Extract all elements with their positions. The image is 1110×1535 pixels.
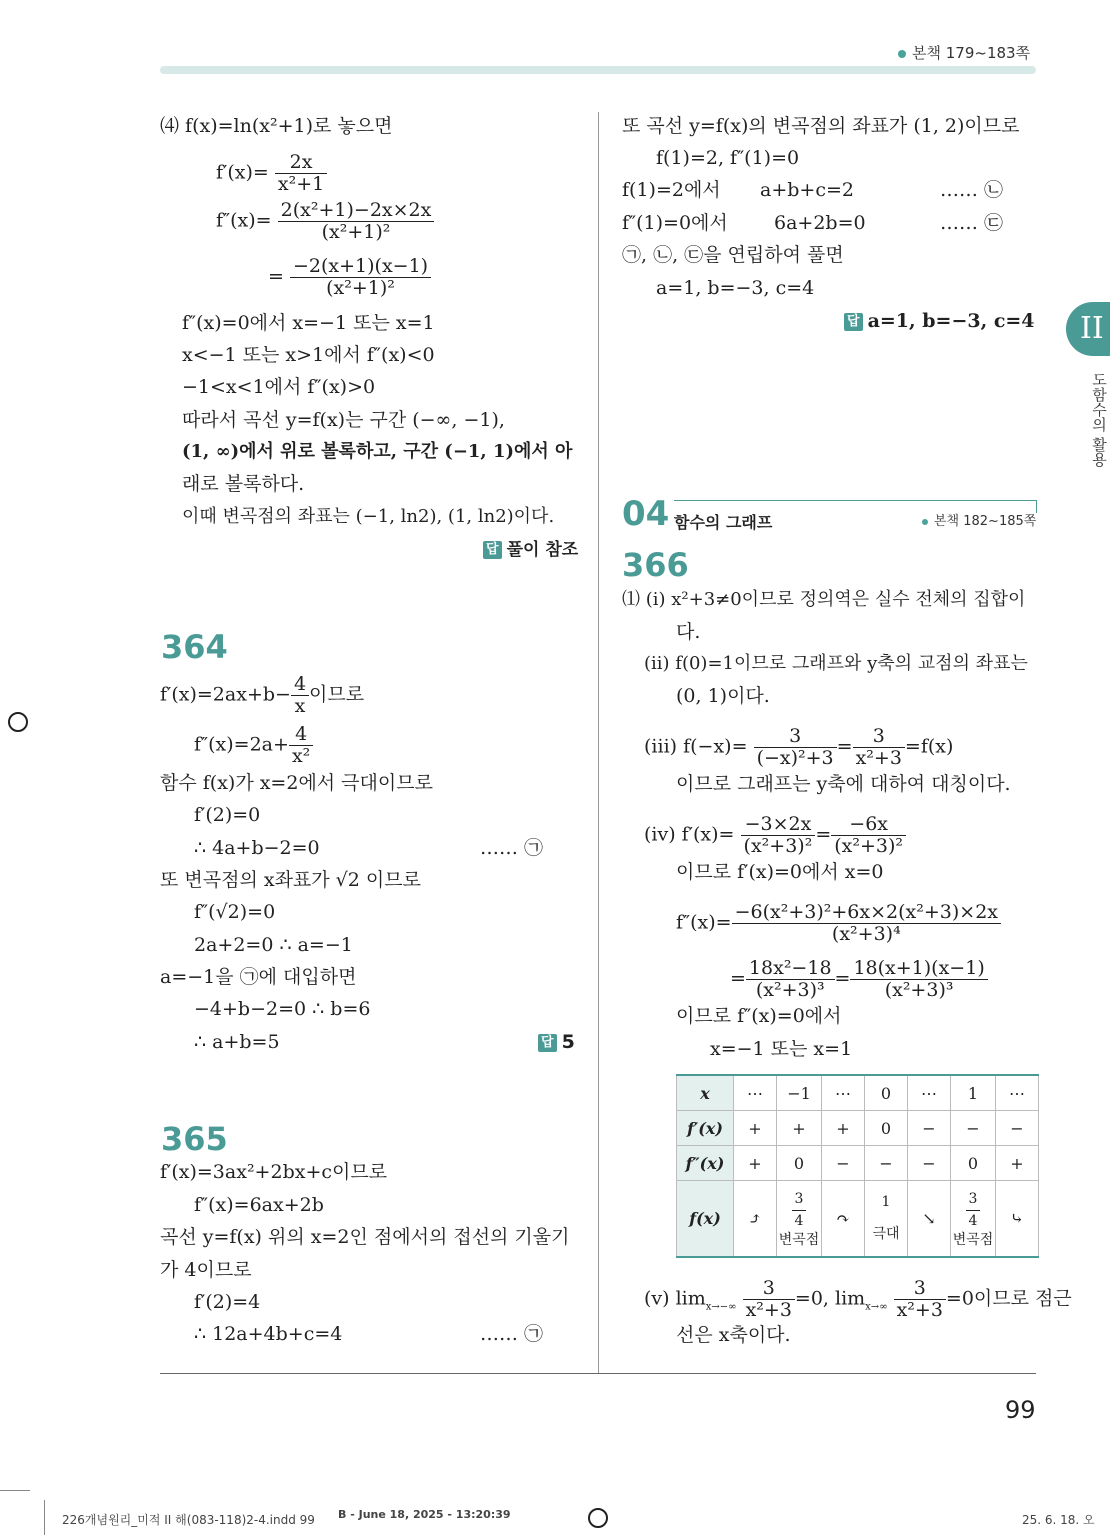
right-mark-2: …… ㉡: [940, 179, 1004, 201]
p366-iii: (iii) f(−x)= $\frac{3}{\text{(−x)²+3}}$ = $\frac{3}{\text{x²+3}}$ =f(x): [644, 725, 954, 769]
left-line-11: 이때 변곡점의 좌표는 (−1, ln2), (1, ln2)이다.: [182, 506, 555, 527]
registration-mark-icon: [588, 1508, 608, 1528]
curve-down-icon: ↘: [908, 1181, 951, 1257]
crop-mark: [0, 1490, 30, 1491]
p366-i: ⑴ (i) x²+3≠0이므로 정의역은 실수 전체의 집합이: [622, 589, 1026, 610]
answer-364: 답 5: [538, 1030, 575, 1054]
section-title: 함수의 그래프: [674, 513, 773, 532]
p366-iv-c: f″(x)= $\frac{\text{−6(x²+3)²+6x×2(x²+3)×2x}}{\text{(x²+3)⁴}}$: [676, 902, 1001, 945]
left-line-6: x<−1 또는 x>1에서 f″(x)<0: [182, 344, 435, 366]
answer-1: 답 풀이 참조: [483, 538, 578, 562]
curve-down-right-icon: ⤷: [996, 1181, 1039, 1257]
p364-line-1: f′(x)=2ax+b− $\frac{4}{x}$ 이므로: [160, 673, 365, 717]
p366-iv-f: x=−1 또는 x=1: [710, 1038, 853, 1060]
p366-iii-b: 이므로 그래프는 y축에 대하여 대칭이다.: [676, 773, 1011, 795]
section-rule: [674, 500, 1028, 501]
p366-iv-e: 이므로 f″(x)=0에서: [676, 1005, 842, 1027]
right-line-5: ㉠, ㉡, ㉢을 연립하여 풀면: [622, 244, 844, 266]
p364-line-4: f′(2)=0: [194, 804, 261, 826]
page-number: 99: [1005, 1396, 1036, 1424]
left-line-8: 따라서 곡선 y=f(x)는 구간 (−∞, −1),: [182, 409, 505, 431]
left-fprime-eq: f′(x)= $\frac{2x}{\text{x²+1}}$: [216, 152, 327, 195]
right-mark-3: …… ㉢: [940, 212, 1004, 234]
left-line-5: f″(x)=0에서 x=−1 또는 x=1: [182, 312, 435, 334]
p364-line-2: f″(x)=2a+ $\frac{4}{\text{x²}}$: [194, 724, 313, 767]
left-line-9: (1, ∞)에서 위로 볼록하고, 구간 (−1, 1)에서 아: [182, 441, 573, 462]
curve-arc-icon: ↷: [822, 1181, 865, 1257]
p366-iv-d: = $\frac{\text{18x²−18}}{\text{(x²+3)³}}$ = $\frac{18(x+1)(x-1)}{\text{(x²+3)³}}$: [730, 958, 988, 1001]
p366-i-b: 다.: [676, 621, 701, 643]
curve-up-icon: ⤴: [734, 1181, 777, 1257]
right-line-6: a=1, b=−3, c=4: [656, 277, 815, 299]
p365-mark-1: …… ㉠: [480, 1323, 544, 1345]
fraction: $\frac{2x}{\text{x²+1}}$: [275, 152, 327, 195]
registration-mark-icon: [8, 712, 28, 732]
right-line-4b: 6a+2b=0: [774, 212, 866, 234]
column-divider: [598, 112, 599, 1374]
answer-badge-icon: 답: [483, 541, 502, 559]
left-line-10: 래로 볼록하다.: [182, 473, 305, 495]
p366-iv-b: 이므로 f′(x)=0에서 x=0: [676, 861, 884, 883]
right-line-3b: a+b+c=2: [760, 179, 854, 201]
fraction: $\frac{-2(x+1)(x-1)}{\text{(x²+1)²}}$: [290, 256, 431, 299]
left-line-1: ⑷ f(x)=ln(x²+1)로 놓으면: [160, 115, 393, 137]
fraction: $\frac{\text{2(x²+1)−2x×2x}}{\text{(x²+1)²}}$: [278, 200, 435, 243]
section-number: 04: [622, 494, 670, 534]
p366-v: (v) $\lim_{x\to-\infty}$ $\frac{3}{\text{x²+3}}$ =0, $\lim_{x\to\infty}$ $\frac{3}{\text{x²+3}}$ =0이므로 점근: [644, 1277, 1072, 1321]
p366-v-b: 선은 x축이다.: [676, 1324, 791, 1346]
p364-line-5: ∴ 4a+b−2=0: [194, 837, 320, 859]
crop-mark: [44, 1500, 45, 1535]
table-row: x ⋯ −1 ⋯ 0 ⋯ 1 ⋯: [677, 1075, 1039, 1111]
answer-badge-icon: 답: [844, 313, 863, 331]
footer-stamp: B - June 18, 2025 - 13:20:39: [338, 1508, 511, 1521]
left-fdouble-eq: f″(x)= $\frac{\text{2(x²+1)−2x×2x}}{\text{(x²+1)²}}$: [216, 200, 434, 243]
bullet-dot-icon: [922, 519, 928, 525]
p366-ii-b: (0, 1)이다.: [676, 685, 770, 707]
problem-number-364: 364: [161, 628, 228, 666]
right-line-3a: f(1)=2에서: [622, 179, 721, 201]
section-ref: 본책 182~185쪽: [922, 510, 1036, 529]
left-line-7: −1<x<1에서 f″(x)>0: [182, 376, 376, 398]
p365-line-6: ∴ 12a+4b+c=4: [194, 1323, 343, 1345]
header-bar: [160, 66, 1036, 74]
answer-365: 답 a=1, b=−3, c=4: [844, 309, 1035, 333]
right-line-4a: f″(1)=0에서: [622, 212, 728, 234]
p364-line-10: −4+b−2=0 ∴ b=6: [194, 998, 371, 1020]
sign-table: [676, 1074, 1039, 1258]
p366-ii: (ii) f(0)=1이므로 그래프와 y축의 교점의 좌표는: [644, 653, 1028, 674]
problem-number-366: 366: [622, 546, 689, 584]
table-row: f′(x) + + + 0 − − −: [677, 1111, 1039, 1146]
bullet-dot-icon: [898, 50, 906, 58]
problem-number-365: 365: [161, 1120, 228, 1158]
footer-date: 25. 6. 18. 오: [1022, 1513, 1095, 1527]
table-row: f(x) ⤴ $\frac{3}{4}$ 변곡점 ↷ 1 극대 ↘ $\frac{3}{4}$ 변곡점 ⤷: [677, 1181, 1039, 1257]
p365-line-3: 곡선 y=f(x) 위의 x=2인 점에서의 접선의 기울기: [160, 1226, 570, 1248]
bottom-rule: [160, 1373, 1036, 1374]
p364-line-3: 함수 f(x)가 x=2에서 극대이므로: [160, 772, 433, 794]
p364-line-8: 2a+2=0 ∴ a=−1: [194, 934, 353, 956]
p365-line-4: 가 4이므로: [160, 1259, 252, 1281]
p365-line-5: f′(2)=4: [194, 1291, 261, 1313]
right-line-1: 또 곡선 y=f(x)의 변곡점의 좌표가 (1, 2)이므로: [622, 115, 1020, 137]
section-corner: [1028, 500, 1037, 513]
p365-line-1: f′(x)=3ax²+2bx+c이므로: [160, 1161, 388, 1183]
p364-line-9: a=−1을 ㉠에 대입하면: [160, 966, 357, 988]
p365-line-2: f″(x)=6ax+2b: [194, 1194, 324, 1216]
answer-badge-icon: 답: [538, 1034, 557, 1052]
p364-line-7: f″(√2)=0: [194, 901, 276, 923]
p364-line-11: ∴ a+b=5: [194, 1031, 280, 1053]
header-page-ref: 본책 179~183쪽: [898, 42, 1030, 63]
chapter-tab: II: [1066, 302, 1110, 356]
chapter-title: 도함수의 활용: [1090, 372, 1108, 467]
table-row: f″(x) + 0 − − − 0 +: [677, 1146, 1039, 1181]
right-line-2: f(1)=2, f″(1)=0: [656, 147, 800, 169]
footer-file: 226개념원리_미적 II 해(083-118)2-4.indd 99: [62, 1513, 315, 1527]
p366-iv: (iv) f′(x)= $\frac{-3\times 2x}{\text{(x²+3)²}}$ = $\frac{-6x}{\text{(x²+3)²}}$: [644, 814, 906, 857]
p364-mark-1: …… ㉠: [480, 837, 544, 859]
left-fdouble-eq-2: = $\frac{-2(x+1)(x-1)}{\text{(x²+1)²}}$: [268, 256, 431, 299]
p364-line-6: 또 변곡점의 x좌표가 √2 이므로: [160, 869, 421, 891]
